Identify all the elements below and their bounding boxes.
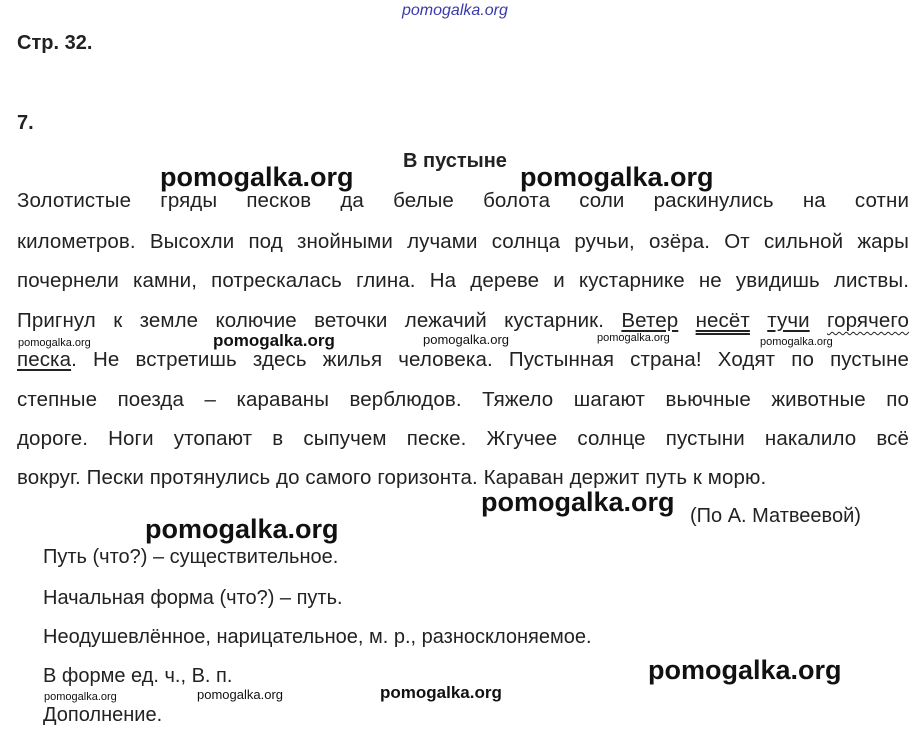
watermark-top: pomogalka.org <box>402 2 508 19</box>
watermark: pomogalka.org <box>520 162 714 192</box>
text-title: В пустыне <box>403 150 507 172</box>
sentence-object: тучи <box>767 309 810 332</box>
analysis-line-3: Неодушевлённое, нарицательное, м. р., разносклоняемое. <box>43 626 592 648</box>
text-line-8: вокруг. Пески протянулись до самого горизонта. Караван держит путь к морю. <box>17 466 767 489</box>
watermark: pomogalka.org <box>213 331 335 350</box>
watermark: pomogalka.org <box>760 336 833 348</box>
task-number: 7. <box>17 112 34 134</box>
line4-lead: Пригнул к земле колючие веточки лежачий кустарник. <box>17 309 622 332</box>
watermark: pomogalka.org <box>648 655 842 685</box>
text-line-5 <box>17 348 909 372</box>
watermark: pomogalka.org <box>597 332 670 344</box>
sentence-object-cont: песка <box>17 348 72 371</box>
watermark: pomogalka.org <box>197 687 283 702</box>
text-line-4 <box>17 309 909 333</box>
page-reference: Стр. 32. <box>17 32 93 54</box>
text-line-7: дороге. Ноги утопают в сыпучем песке. Жгучее солнце пустыни накалило всё <box>17 427 909 450</box>
analysis-line-2: Начальная форма (что?) – путь. <box>43 587 343 609</box>
sentence-subject: Ветер <box>621 309 679 332</box>
text-line-6: степные поезда – караваны верблюдов. Тяжело шагают вьючные животные по <box>17 388 909 411</box>
analysis-line-1: Путь (что?) – существительное. <box>43 546 339 568</box>
text-line-3: почернели камни, потрескалась глина. На дереве и кустарнике не увидишь листвы. <box>17 269 909 292</box>
sentence-predicate: несёт <box>695 309 750 332</box>
watermark: pomogalka.org <box>44 691 117 703</box>
analysis-line-5: Дополнение. <box>43 704 163 726</box>
watermark: pomogalka.org <box>160 162 354 192</box>
author-credit: (По А. Матвеевой) <box>690 505 861 527</box>
line5-rest: . Не встретишь здесь жилья человека. Пустынная страна! Ходят по пустыне <box>71 348 909 371</box>
sentence-attribute: горячего <box>827 309 910 332</box>
watermark: pomogalka.org <box>481 487 675 517</box>
text-line-2: километров. Высохли под знойными лучами солнца ручьи, озёра. От сильной жары <box>17 230 909 253</box>
watermark: pomogalka.org <box>423 332 509 347</box>
watermark: pomogalka.org <box>18 337 91 349</box>
watermark: pomogalka.org <box>145 514 339 544</box>
analysis-line-4: В форме ед. ч., В. п. <box>43 665 233 687</box>
text-line-1: Золотистые гряды песков да белые болота соли раскинулись на сотни <box>17 189 909 212</box>
watermark: pomogalka.org <box>380 683 502 702</box>
